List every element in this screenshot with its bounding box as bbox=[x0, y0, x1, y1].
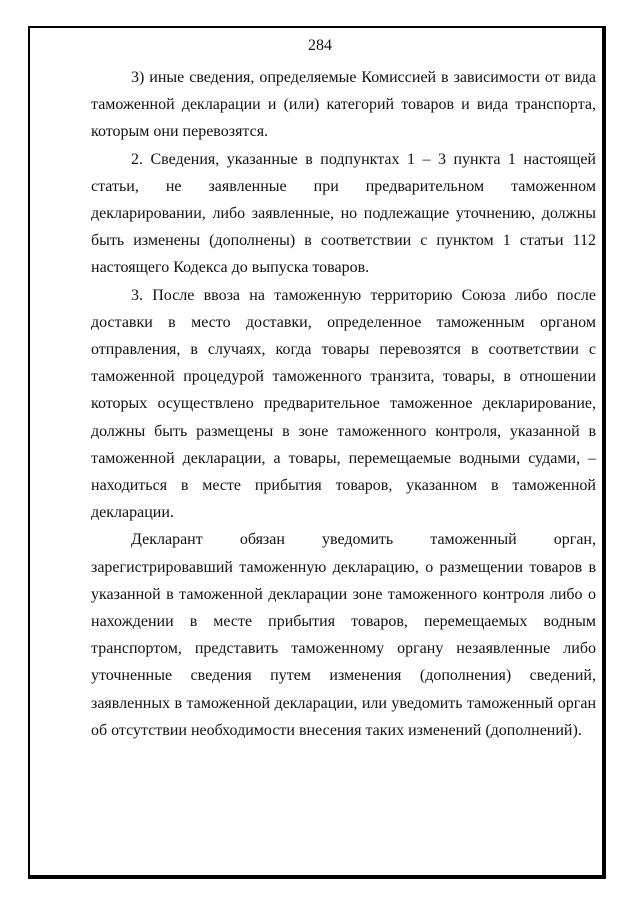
paragraph-declarant-duty: Декларант обязан уведомить таможенный орган, зарегистрировавший таможенную декларацию, о размещении товаров в указанной в таможенной декларации зоне таможенного контроля либо о нахождении в месте прибытия товаров, перемещаемых водным транспортом, представить таможенному органу незаявленные либо уточненные сведения путем изменения (дополнения) сведений, заявленных в таможенной декларации, или уведомить таможенный орган об отсутствии необходимости внесения таких изменений (дополнений). bbox=[91, 531, 596, 739]
paragraph-point-3: 3. После ввоза на таможенную территорию Союза либо после доставки в место доставки, определенное таможенным органом отправления, в случаях, когда товары перевозятся в соответствии с таможенной процедурой таможенного транзита, товары, в отношении которых осуществлено предварительное таможенное декларирование, должны быть размещены в зоне таможенного контроля, указанной в таможенной декларации, а товары, перемещаемые водными судами, – находиться в месте прибытия товаров, указанном в таможенной декларации. bbox=[91, 286, 596, 522]
paragraph-item-3: 3) иные сведения, определяемые Комиссией в зависимости от вида таможенной декларации и (или) категорий товаров и вида транспорта, которым они перевозятся. bbox=[91, 69, 596, 141]
document-body bbox=[91, 64, 596, 744]
paragraph-point-2: 2. Сведения, указанные в подпунктах 1 – 3 пункта 1 настоящей статьи, не заявленные при предварительном таможенном декларировании, либо заявленные, но подлежащие уточнению, должны быть изменены (дополнены) в соответствии с пунктом 1 статьи 112 настоящего Кодекса до выпуска товаров. bbox=[91, 150, 596, 277]
page-number: 284 bbox=[308, 37, 332, 54]
